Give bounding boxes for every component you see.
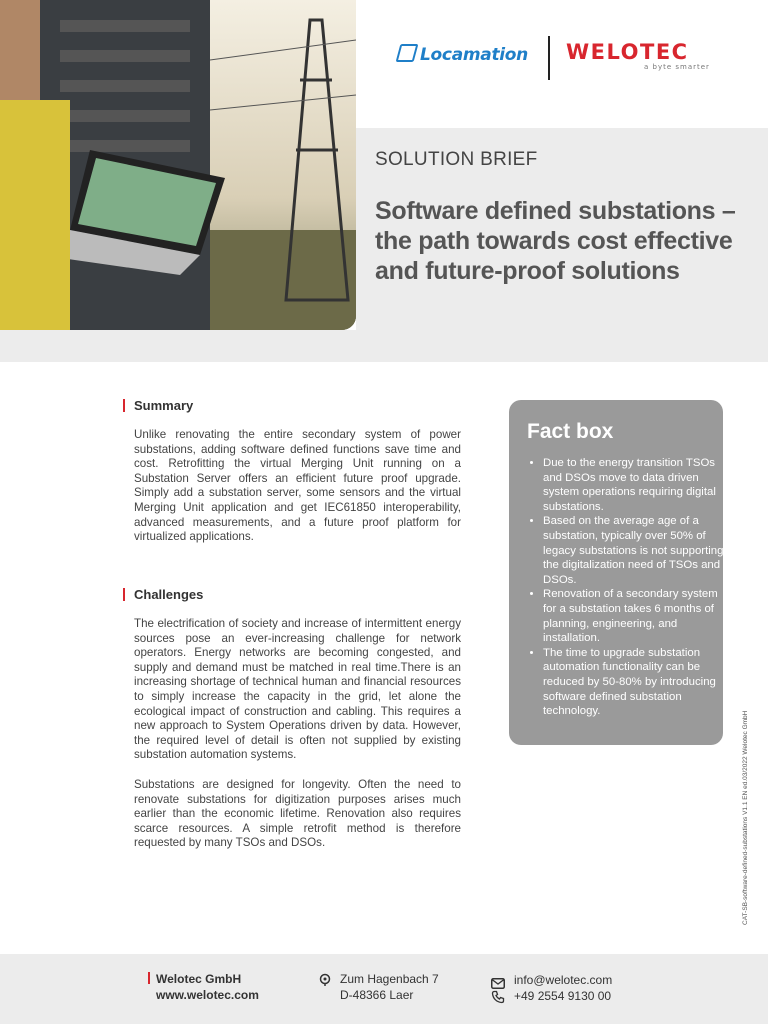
logo-divider [548,36,550,80]
document-reference: CAT-SB-software-defined-substations V1.1 EN ed.03/2022 Welotec GmbH [742,710,749,925]
location-pin-icon [318,972,332,991]
accent-bar [148,972,150,984]
challenges-heading [123,587,203,602]
locamation-mark-icon [396,44,419,62]
welotec-tagline: a byte smarter [644,63,710,71]
fact-item: • Based on the average age of a substation, typically over 50% of legacy substations is not supporting the digitalization need of TSOs and DSOs. [543,514,729,587]
accent-bar [123,399,125,412]
locamation-logo: Locamation [398,44,528,65]
summary-text: Unlike renovating the entire secondary system of power substations, adding software defined functions save time and cost. Retrofitting the virtual Merging Unit running on a Substation Server offers an efficient future proof upgrade. Simply add a substation server, some sensors and the virtual Merging Unit application and get IEC61850 interoperability, advanced measurements, and a future proof platform for virtualized applications. [134,428,461,544]
footer-website-link[interactable]: www.welotec.com [156,988,259,1002]
fact-box [509,400,723,745]
fact-box-title: Fact box [527,420,614,443]
welotec-logo: WELOTEC [566,40,689,64]
fact-item: • The time to upgrade substation automation functionality can be reduced by 50-80% by introducing software defined substation technology. [543,646,729,719]
challenges-heading-label: Challenges [134,587,204,602]
phone-icon [491,989,505,1008]
fact-list [523,456,729,719]
challenges-text-2: Substations are designed for longevity. Often the need to renovate substations for digitization purposes arises much earlier than the economic lifetime. Renovation also requires scarce resources. A simple retrofit method is therefore requested by many TSOs and DSOs. [134,778,461,850]
accent-bar [123,588,125,601]
footer-company-name: Welotec GmbH [156,972,242,986]
summary-heading-label: Summary [134,398,194,413]
footer-company [148,971,241,987]
footer-phone[interactable]: +49 2554 9130 00 [514,989,612,1003]
document-type: SOLUTION BRIEF [375,149,538,170]
page-title: Software defined substations – the path towards cost effective and future-proof solutions [375,197,736,285]
hero-photo [0,0,356,330]
header-strip [0,330,768,362]
summary-heading [123,398,193,413]
footer-city: D-48366 Laer [340,988,414,1002]
fact-item: • Due to the energy transition TSOs and DSOs move to data driven system operations requiring digital substations. [543,456,729,514]
challenges-text-1: The electrification of society and increase of intermittent energy sources pose an ever-increasing challenge for network operators. Energy networks are becoming congested, and supply and demand must be matched in real time.There is an increasing shortage of technical human and financial resources to simply increase the capacity in the grid, let alone the ecological impact of construction and cabling. This requires a new approach to System Operations driven by data. However, the required level of detail is often not supplied by existing substation automation systems. [134,617,461,762]
fact-item: • Renovation of a secondary system for a substation takes 6 months of planning, engineering, and installation. [543,587,729,645]
footer-email-link[interactable]: info@welotec.com [514,973,613,987]
footer-street: Zum Hagenbach 7 [340,972,439,986]
